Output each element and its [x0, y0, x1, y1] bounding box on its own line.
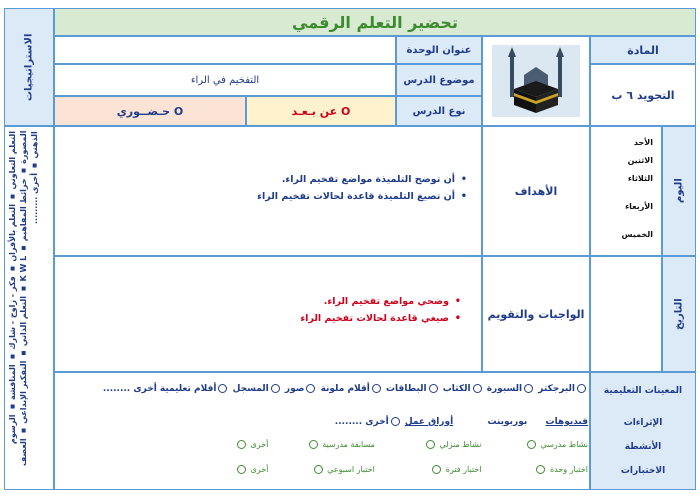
homework-label-cell — [482, 256, 590, 372]
page-title-bar — [54, 8, 696, 36]
enrichment-option[interactable]: أوراق عمل — [404, 417, 454, 427]
tests-label: الاختبارات — [620, 466, 666, 476]
activity-option[interactable]: مسابقة مدرسية — [271, 440, 375, 449]
radio-circle-icon[interactable] — [536, 465, 545, 474]
radio-circle-icon[interactable] — [527, 440, 536, 449]
enrichment-label: الإثراءات — [623, 418, 663, 428]
aid-option[interactable]: الكتاب — [443, 384, 484, 394]
enrichment-option[interactable]: أخرى ........ — [335, 417, 402, 427]
lesson-type-label-cell — [396, 96, 482, 126]
strategies-label: الاستراتيجيات — [23, 33, 35, 101]
in-person-option-cell[interactable] — [54, 96, 246, 126]
subject-label: المادة — [627, 43, 659, 57]
day-label: اليوم — [673, 178, 685, 204]
aid-option[interactable]: المسجل — [233, 384, 282, 394]
remote-option-cell[interactable] — [246, 96, 396, 126]
aid-option[interactable]: أقلام ملونة — [321, 384, 383, 394]
subject-value-cell[interactable] — [590, 64, 696, 126]
activity-option[interactable]: نشاط منزلي — [377, 440, 481, 449]
date-value-cell[interactable] — [590, 256, 662, 372]
activities-label: الأنشطة — [624, 442, 662, 452]
radio-circle-icon[interactable] — [429, 384, 438, 393]
date-label: التاريخ — [673, 298, 685, 330]
day-item[interactable]: الأحد — [633, 138, 653, 147]
kaaba-image-cell — [482, 36, 590, 126]
unit-title-value[interactable] — [54, 36, 396, 64]
radio-circle-icon[interactable] — [218, 384, 227, 393]
strategies-list: التعلم التعاوني ▪ التعلم بالأقران ▪ فكر - زاوج - شارك ▪ المناقشة ▪ الرسوم المصورة ▪ خرائط المفاهيم ▪ K W L ▪ التعلم الذاتي ▪ التفكير الإبداعي ▪ العصف الذهني ▪ أخرى ......... — [8, 131, 39, 467]
day-item[interactable]: الأربعاء — [625, 202, 653, 211]
aid-option[interactable]: أخرى ........ — [102, 384, 157, 394]
in-person-option[interactable]: حـضــوري O — [116, 104, 184, 118]
aid-option[interactable]: أفلام تعليمية — [160, 384, 230, 394]
aid-option[interactable]: البطاقات — [386, 384, 440, 394]
activity-option[interactable]: نشاط مدرسي — [484, 440, 588, 449]
objective-item: • أن تصيغ التلميذة قاعدة لحالات تفخيم الراء — [227, 188, 467, 205]
day-label-cell — [662, 126, 696, 256]
enrichment-options — [60, 417, 588, 427]
radio-circle-icon[interactable] — [271, 384, 280, 393]
homework-item: • صيغي قاعدة لحالات تفخيم الراء — [261, 310, 461, 327]
homework-label: الواجبات والتقويم — [487, 307, 585, 321]
objectives-label: الأهداف — [514, 184, 558, 198]
aid-option[interactable]: البرجكتر — [538, 384, 588, 394]
enrichment-option[interactable]: فيديوهات — [545, 417, 588, 427]
test-option[interactable]: اختبار فترة — [377, 465, 481, 474]
objectives-cell — [54, 126, 482, 256]
radio-circle-icon[interactable] — [524, 384, 533, 393]
aid-option[interactable]: السبورة — [487, 384, 535, 394]
homework-cell — [54, 256, 482, 372]
lesson-topic-value-cell[interactable] — [54, 64, 396, 96]
radio-circle-icon[interactable] — [391, 417, 400, 426]
lesson-topic-value: التفخيم في الراء — [190, 74, 260, 86]
radio-circle-icon[interactable] — [237, 465, 246, 474]
radio-circle-icon[interactable] — [314, 465, 323, 474]
radio-circle-icon[interactable] — [309, 440, 318, 449]
days-list — [622, 131, 653, 247]
homework-list — [261, 293, 461, 327]
strategies-label-cell — [4, 8, 54, 126]
days-cell — [590, 126, 662, 256]
objective-item: • أن توضح التلميذة مواضع تفخيم الراء. — [227, 171, 467, 188]
enrichment-option[interactable]: بوربوينت — [487, 417, 528, 427]
day-item[interactable]: الثلاثاء — [627, 174, 653, 183]
date-label-cell — [662, 256, 696, 372]
aid-option[interactable]: صور — [285, 384, 318, 394]
activities-options — [60, 440, 588, 449]
homework-item: • وضحي مواضع تفخيم الراء. — [261, 293, 461, 310]
activity-option[interactable]: أخرى — [164, 440, 268, 449]
remote-option[interactable]: عن بـعـد O — [291, 104, 351, 118]
unit-title-label-cell — [396, 36, 482, 64]
lesson-type-label: نوع الدرس — [412, 105, 466, 117]
page-title: تحضير التعلم الرقمي — [292, 12, 458, 32]
subject-label-cell — [590, 36, 696, 64]
unit-title-label: عنوان الوحدة — [406, 44, 472, 56]
kaaba-image — [488, 41, 584, 121]
radio-circle-icon[interactable] — [237, 440, 246, 449]
lesson-topic-label-cell — [396, 64, 482, 96]
radio-circle-icon[interactable] — [372, 384, 381, 393]
lesson-topic-label: موضوع الدرس — [403, 74, 475, 86]
radio-circle-icon[interactable] — [306, 384, 315, 393]
radio-circle-icon[interactable] — [426, 440, 435, 449]
day-item[interactable]: الاثنين — [627, 156, 653, 165]
test-option[interactable]: أخرى — [164, 465, 268, 474]
strategies-list-cell — [4, 126, 54, 490]
radio-circle-icon[interactable] — [577, 384, 586, 393]
aids-label: المعينات التعليمية — [603, 386, 683, 396]
test-option[interactable]: اختبار وحدة — [484, 465, 588, 474]
radio-circle-icon[interactable] — [473, 384, 482, 393]
subject-value: التجويد ٦ ب — [611, 88, 675, 102]
radio-circle-icon[interactable] — [432, 465, 441, 474]
objectives-label-cell — [482, 126, 590, 256]
objectives-list — [227, 171, 467, 205]
test-option[interactable]: اختبار اسبوعي — [271, 465, 375, 474]
day-item[interactable]: الخميس — [621, 230, 653, 239]
tests-options — [60, 465, 588, 474]
aids-options — [60, 384, 588, 394]
